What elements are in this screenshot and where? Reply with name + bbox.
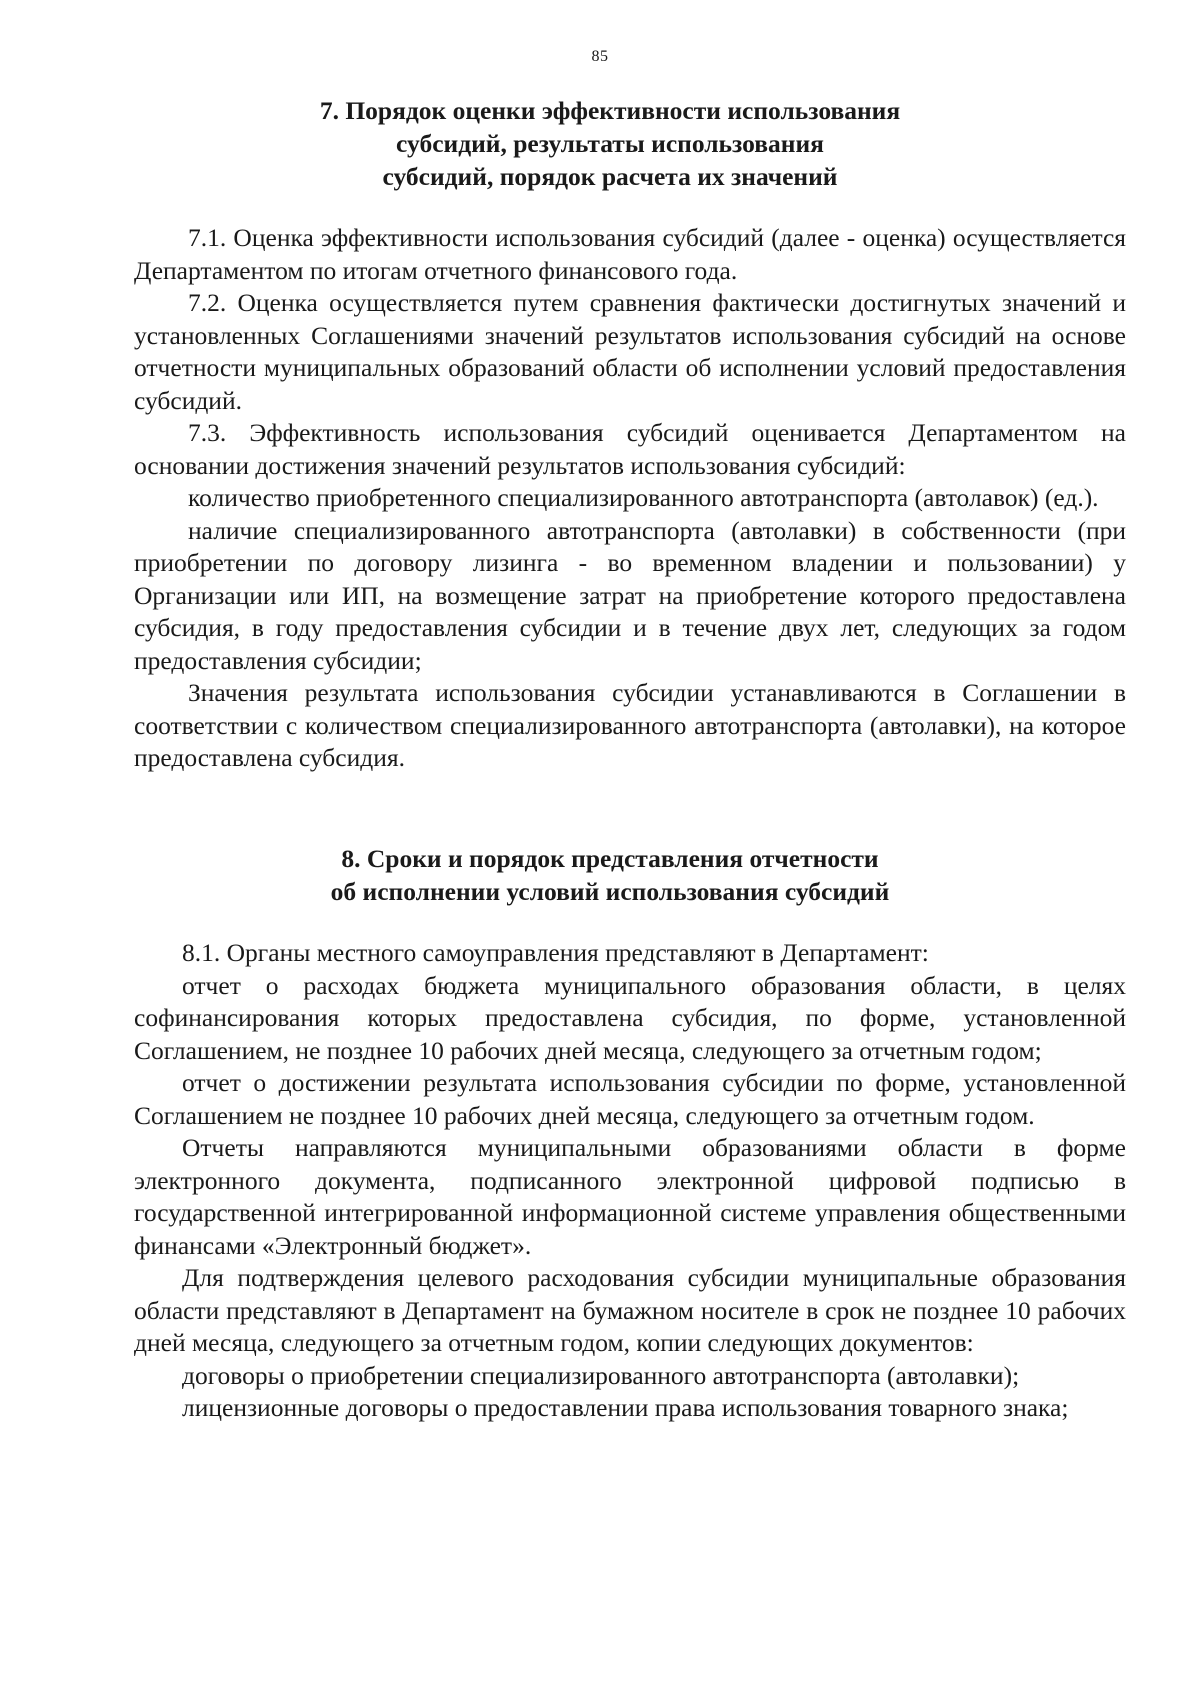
section-8-heading-line: об исполнении условий использования субсидий [330, 877, 890, 906]
section-8-heading-line: 8. Сроки и порядок представления отчетности [341, 844, 879, 873]
paragraph-7-1: 7.1. Оценка эффективности использования субсидий (далее - оценка) осуществляется Департаментом по итогам отчетного финансового года. [134, 223, 1126, 285]
section-8-heading [200, 842, 1020, 908]
section-7-heading-line: субсидий, результаты использования [396, 129, 824, 158]
document-item-contracts: договоры о приобретении специализированного автотранспорта (автолавки); [182, 1360, 1020, 1390]
result-item-quantity: количество приобретенного специализированного автотранспорта (автолавок) (ед.). [188, 483, 1099, 512]
report-results-item: отчет о достижении результата использования субсидии по форме, установленной Соглашением не позднее 10 рабочих дней месяца, следующего за отчетным годом. [134, 1068, 1126, 1130]
document-item-license-agreements: лицензионные договоры о предоставлении права использования товарного знака; [182, 1393, 1069, 1422]
paragraph-8-1: 8.1. Органы местного самоуправления представляют в Департамент: [182, 938, 929, 967]
section-8-body [134, 937, 1126, 1425]
section-7-body [134, 222, 1126, 775]
reports-submission-paragraph: Отчеты направляются муниципальными образованиями области в форме электронного документа, подписанного электронной цифровой подписью в государственной интегрированной информационной системе управления общественными финансами «Электронный бюджет». [134, 1133, 1126, 1260]
result-item-ownership: наличие специализированного автотранспорта (автолавки) в собственности (при приобретении по договору лизинга - во временном владении и пользовании) у Организации или ИП, на возмещение затрат на приобретение которого предоставлена субсидия, в году предоставления субсидии и в течение двух лет, следующих за годом предоставления субсидии; [134, 515, 1126, 675]
report-expenses-item: отчет о расходах бюджета муниципального образования области, в целях софинансирования которых предоставлена субсидия, по форме, установленной Соглашением, не позднее 10 рабочих дней месяца, следующего за отчетным годом; [134, 970, 1126, 1065]
section-7-heading-line: субсидий, порядок расчета их значений [382, 162, 838, 191]
section-7-heading-line: 7. Порядок оценки эффективности использования [319, 96, 901, 125]
confirmation-documents-paragraph: Для подтверждения целевого расходования субсидии муниципальные образования области представляют в Департамент на бумажном носителе в срок не позднее 10 рабочих дней месяца, следующего за отчетным годом, копии следующих документов: [134, 1263, 1126, 1357]
paragraph-7-3: 7.3. Эффективность использования субсидий оценивается Департаментом на основании достижения значений результатов использования субсидий: [134, 418, 1126, 480]
result-values-paragraph: Значения результата использования субсидии устанавливаются в Соглашении в соответствии с количеством специализированного автотранспорта (автолавки), на которое предоставлена субсидия. [134, 678, 1126, 772]
page-number: 85 [591, 48, 609, 65]
section-7-heading [200, 94, 1020, 193]
paragraph-7-2: 7.2. Оценка осуществляется путем сравнения фактически достигнутых значений и установленных Соглашениями значений результатов использования субсидий на основе отчетности муниципальных образований области об исполнении условий предоставления субсидий. [134, 288, 1126, 415]
